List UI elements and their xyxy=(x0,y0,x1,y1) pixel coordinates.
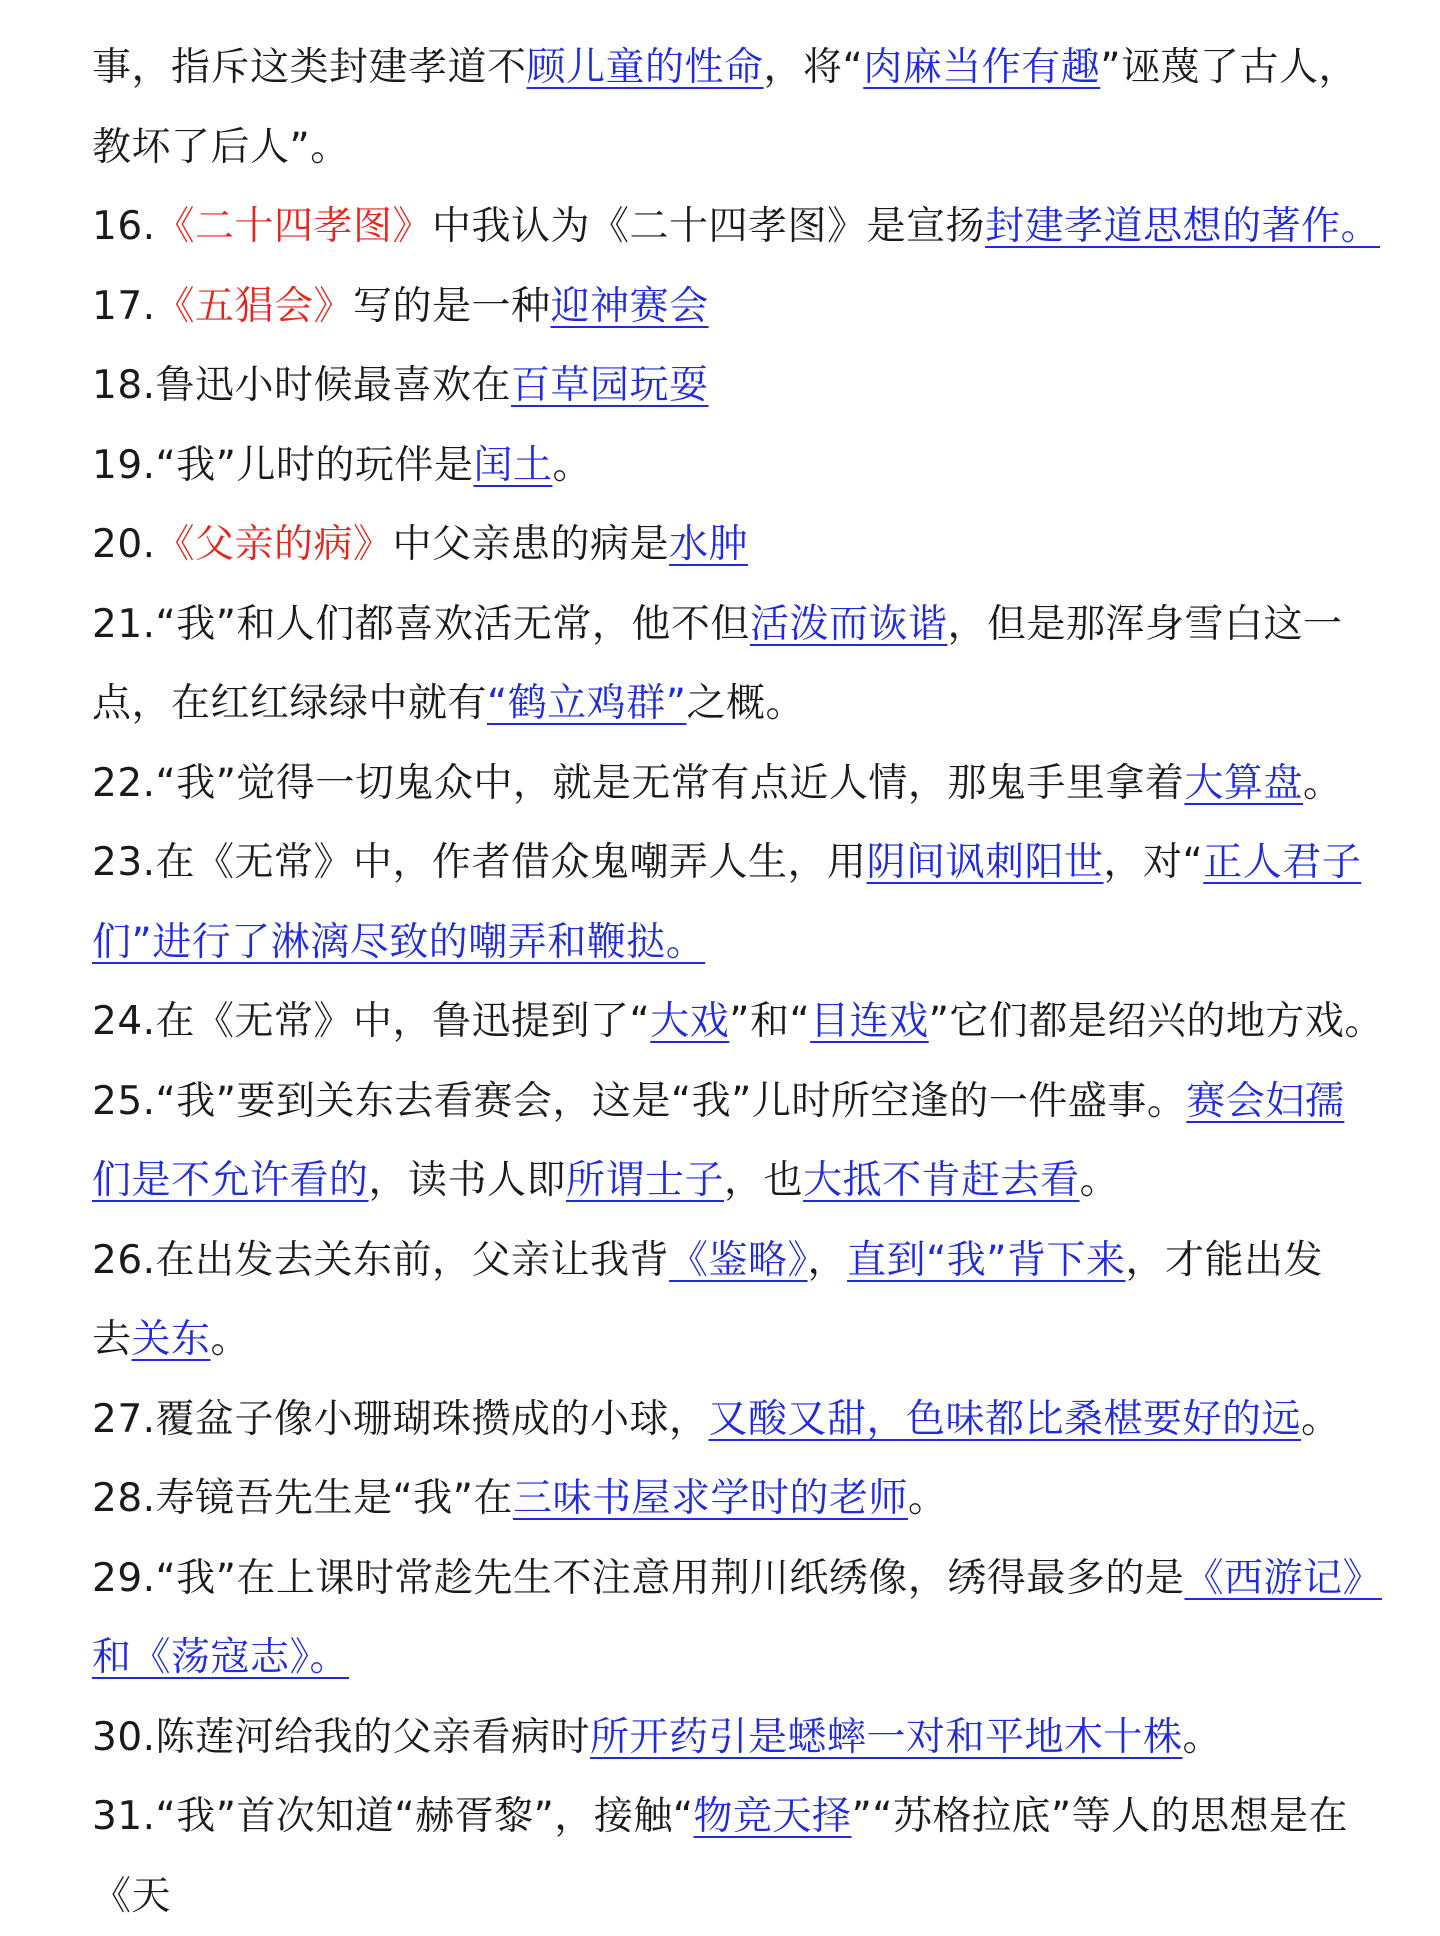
body-text: 30.陈莲河给我的父亲看病时 xyxy=(92,1715,590,1760)
body-text: ”和“ xyxy=(729,999,810,1044)
answer-text: 关东 xyxy=(132,1317,211,1362)
body-text: 31.“我”首次知道“赫胥黎”，接触“ xyxy=(92,1794,694,1839)
body-text: 中我认为《二十四孝图》是宣扬 xyxy=(432,204,985,249)
text-line xyxy=(92,1618,1384,1698)
answer-text: 水肿 xyxy=(669,522,748,567)
body-text: ”它们都是绍兴的地方戏。 xyxy=(929,999,1384,1044)
answer-text: 又酸又甜，色味都比桑椹要好的远 xyxy=(709,1397,1302,1442)
answer-text: 闰土 xyxy=(473,443,552,488)
answer-text: 直到“我”背下来 xyxy=(847,1238,1125,1283)
answer-text: 所谓士子 xyxy=(566,1158,724,1203)
body-text: ，对“ xyxy=(1104,840,1204,885)
answer-text: 们”进行了淋漓尽致的嘲弄和鞭挞。 xyxy=(92,920,705,965)
text-line xyxy=(92,1141,1384,1221)
body-text: 27.覆盆子像小珊瑚珠攒成的小球， xyxy=(92,1397,709,1442)
answer-text: 物竞天择 xyxy=(694,1794,852,1839)
text-line xyxy=(92,1698,1384,1778)
text-line xyxy=(92,982,1384,1062)
answer-text: 《鉴略》 xyxy=(669,1238,808,1283)
text-line xyxy=(92,744,1384,824)
answer-text: 们是不允许看的 xyxy=(92,1158,369,1203)
answer-text: 赛会妇孺 xyxy=(1186,1079,1344,1124)
answer-text: 正人君子 xyxy=(1203,840,1361,885)
answer-text: 活泼而诙谐 xyxy=(750,602,948,647)
body-text: 22.“我”觉得一切鬼众中，就是无常有点近人情，那鬼手里拿着 xyxy=(92,761,1184,806)
body-text: 教坏了后人”。 xyxy=(92,125,350,170)
answer-text: 迎神赛会 xyxy=(551,284,709,329)
body-text: 29.“我”在上课时常趁先生不注意用荆川纸绣像，绣得最多的是 xyxy=(92,1556,1184,1601)
answer-text: 顾儿童的性命 xyxy=(527,45,764,90)
answer-text: 大抵不肯赶去看 xyxy=(803,1158,1080,1203)
text-line xyxy=(92,187,1384,267)
text-line xyxy=(92,664,1384,744)
text-line xyxy=(92,1062,1384,1142)
text-line xyxy=(92,903,1384,983)
text-line xyxy=(92,1300,1384,1380)
text-line xyxy=(92,1857,1384,1936)
body-text: ，但是那浑身雪白这一 xyxy=(947,602,1342,647)
body-text: 。 xyxy=(211,1317,251,1362)
body-text: 24.在《无常》中，鲁迅提到了“ xyxy=(92,999,650,1044)
body-text: 23.在《无常》中，作者借众鬼嘲弄人生，用 xyxy=(92,840,867,885)
body-text: 去 xyxy=(92,1317,132,1362)
answer-text: 肉麻当作有趣 xyxy=(863,45,1100,90)
body-text: ， xyxy=(808,1238,848,1283)
body-text: 事，指斥这类封建孝道不 xyxy=(92,45,527,90)
answer-text: 阴间讽刺阳世 xyxy=(867,840,1104,885)
body-text: 20. xyxy=(92,522,156,567)
body-text: 18.鲁迅小时候最喜欢在 xyxy=(92,363,511,408)
title-text: 《父亲的病》 xyxy=(156,522,393,567)
body-text: 。 xyxy=(1303,761,1343,806)
body-text: 19.“我”儿时的玩伴是 xyxy=(92,443,473,488)
answer-text: 三味书屋求学时的老师 xyxy=(513,1476,908,1521)
body-text: 。 xyxy=(1183,1715,1223,1760)
answer-text: 封建孝道思想的著作。 xyxy=(985,204,1380,249)
answer-text: 和《荡寇志》。 xyxy=(92,1635,349,1680)
answer-text: 大算盘 xyxy=(1184,761,1303,806)
text-line xyxy=(92,267,1384,347)
text-line xyxy=(92,108,1384,188)
answer-text: 《西游记》 xyxy=(1184,1556,1382,1601)
text-line xyxy=(92,426,1384,506)
body-text: 之概。 xyxy=(686,681,805,726)
body-text: 。 xyxy=(908,1476,948,1521)
title-text: 《二十四孝图》 xyxy=(156,204,433,249)
text-line xyxy=(92,346,1384,426)
text-line xyxy=(92,1777,1384,1857)
body-text: 中父亲患的病是 xyxy=(393,522,670,567)
text-line xyxy=(92,823,1384,903)
body-text: 26.在出发去关东前，父亲让我背 xyxy=(92,1238,669,1283)
body-text: 。 xyxy=(1301,1397,1341,1442)
body-text: 17. xyxy=(92,284,156,329)
text-line xyxy=(92,28,1384,108)
body-text: 25.“我”要到关东去看赛会，这是“我”儿时所空逢的一件盛事。 xyxy=(92,1079,1186,1124)
body-text: 。 xyxy=(552,443,592,488)
body-text: 。 xyxy=(1080,1158,1120,1203)
text-line xyxy=(92,1380,1384,1460)
text-line xyxy=(92,505,1384,585)
body-text: 28.寿镜吾先生是“我”在 xyxy=(92,1476,513,1521)
body-text: 16. xyxy=(92,204,156,249)
body-text: 点，在红红绿绿中就有 xyxy=(92,681,487,726)
body-text: 《天 xyxy=(92,1874,171,1919)
answer-text: 所开药引是蟋蟀一对和平地木十株 xyxy=(590,1715,1183,1760)
text-line xyxy=(92,1221,1384,1301)
title-text: 《五猖会》 xyxy=(156,284,354,329)
text-line xyxy=(92,585,1384,665)
text-line xyxy=(92,1459,1384,1539)
answer-text: 百草园玩耍 xyxy=(511,363,709,408)
answer-text: 大戏 xyxy=(650,999,729,1044)
body-text: ，才能出发 xyxy=(1125,1238,1323,1283)
answer-text: 目连戏 xyxy=(810,999,929,1044)
answer-text: “鹤立鸡群” xyxy=(487,681,686,726)
body-text: ，将“ xyxy=(764,45,864,90)
body-text: 21.“我”和人们都喜欢活无常，他不但 xyxy=(92,602,750,647)
body-text: ”诬蔑了古人， xyxy=(1100,45,1358,90)
body-text: ，读书人即 xyxy=(369,1158,567,1203)
text-line xyxy=(92,1539,1384,1619)
body-text: ”“苏格拉底”等人的思想是在 xyxy=(852,1794,1349,1839)
body-text: 写的是一种 xyxy=(353,284,551,329)
body-text: ，也 xyxy=(724,1158,803,1203)
